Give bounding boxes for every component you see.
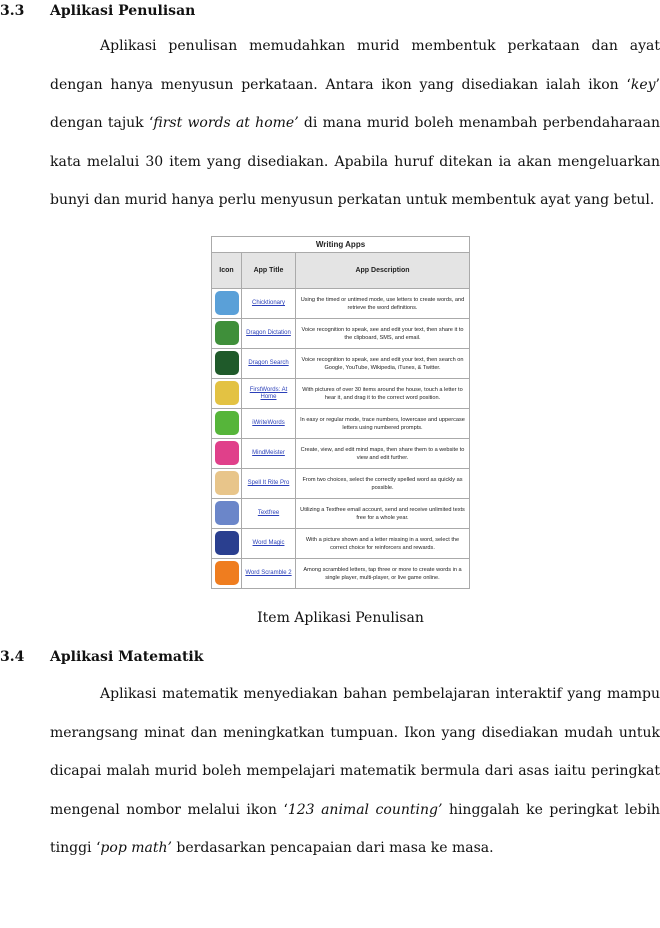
icon-cell [212, 349, 242, 379]
app-title-link[interactable]: iWriteWords [242, 409, 296, 439]
app-description: Create, view, and edit mind maps, then share them to a website to view and edit further. [296, 439, 470, 469]
table-title: Writing Apps [212, 237, 470, 253]
table-row [212, 499, 470, 529]
icon-cell [212, 319, 242, 349]
column-header-app-title: App Title [242, 253, 296, 289]
section-number: 3.4 [0, 649, 25, 665]
icon-cell [212, 439, 242, 469]
chicktionary-icon [215, 291, 239, 315]
app-description: Voice recognition to speak, see and edit your text, then share it to the clipboard, SMS, and email. [296, 319, 470, 349]
table-caption: Item Aplikasi Penulisan [257, 610, 424, 626]
column-header-app-description: App Description [296, 253, 470, 289]
word-scramble-icon [215, 561, 239, 585]
paragraph-text: ’ dengan tajuk ‘ [50, 76, 660, 131]
dragon-dictation-icon [215, 321, 239, 345]
section-title: Aplikasi Matematik [50, 649, 204, 665]
paragraph-aplikasi-matematik [50, 675, 660, 868]
app-title-link[interactable]: Word Magic [242, 529, 296, 559]
paragraph-text: di mana murid boleh menambah perbendaharaan kata melalui 30 item yang disediakan. Apabila huruf ditekan ia akan mengeluarkan bunyi dan murid hanya perlu menyusun perkatan untuk membentuk ayat yang betul. [50, 115, 660, 208]
app-title-link[interactable]: FirstWords: At Home [242, 379, 296, 409]
column-header-icon: Icon [212, 253, 242, 289]
icon-cell [212, 529, 242, 559]
table-row [212, 349, 470, 379]
app-title-link[interactable]: Chicktionary [242, 289, 296, 319]
paragraph-text: Aplikasi matematik menyediakan bahan pembelajaran interaktif yang mampu merangsang minat dan meningkatkan tumpuan. Ikon yang disediakan mudah untuk dicapai malah murid boleh mempelajari matematik bermula dari asas iaitu peringkat mengenal nombor melalui ikon ‘ [50, 686, 660, 818]
app-description: Using the timed or untimed mode, use letters to create words, and retrieve the word definitions. [296, 289, 470, 319]
iwritewords-icon [215, 411, 239, 435]
app-title-link[interactable]: Word Scramble 2 [242, 559, 296, 589]
app-description: In easy or regular mode, trace numbers, lowercase and uppercase letters using numbered prompts. [296, 409, 470, 439]
italic-term: pop math’ [100, 840, 172, 856]
table-row [212, 289, 470, 319]
paragraph-text: hinggalah ke peringkat lebih tinggi ‘ [50, 801, 660, 856]
mindmeister-icon [215, 441, 239, 465]
icon-cell [212, 559, 242, 589]
dragon-search-icon [215, 351, 239, 375]
icon-cell [212, 379, 242, 409]
section-title: Aplikasi Penulisan [50, 3, 196, 19]
icon-cell [212, 409, 242, 439]
spell-it-rite-icon [215, 471, 239, 495]
table-row [212, 409, 470, 439]
app-title-link[interactable]: Spell It Rite Pro [242, 469, 296, 499]
table-row [212, 439, 470, 469]
app-description: Voice recognition to speak, see and edit your text, then search on Google, YouTube, Wikipedia, iTunes, & Twitter. [296, 349, 470, 379]
app-description: Utilizing a Textfree email account, send and receive unlimited texts free for a whole year. [296, 499, 470, 529]
paragraph-text: Aplikasi penulisan memudahkan murid membentuk perkataan dan ayat dengan hanya menyusun perkataan. Antara ikon yang disediakan ialah ikon ‘ [50, 38, 660, 93]
paragraph-aplikasi-penulisan [50, 27, 660, 220]
italic-term: key [630, 76, 656, 93]
icon-cell [212, 499, 242, 529]
app-description: Among scrambled letters, tap three or more to create words in a single player, multi-player, or live game online. [296, 559, 470, 589]
table-row [212, 529, 470, 559]
app-description: With a picture shown and a letter missing in a word, select the correct choice for reinforcers and rewards. [296, 529, 470, 559]
writing-apps-table [211, 236, 470, 589]
app-title-link[interactable]: MindMeister [242, 439, 296, 469]
firstwords-icon [215, 381, 239, 405]
table-row [212, 319, 470, 349]
section-number: 3.3 [0, 3, 25, 19]
icon-cell [212, 289, 242, 319]
table-row [212, 559, 470, 589]
app-description: From two choices, select the correctly spelled word as quickly as possible. [296, 469, 470, 499]
table-row [212, 379, 470, 409]
icon-cell [212, 469, 242, 499]
app-description: With pictures of over 30 items around the house, touch a letter to hear it, and drag it to the correct word position. [296, 379, 470, 409]
italic-term: 123 animal counting’ [287, 801, 443, 818]
word-magic-icon [215, 531, 239, 555]
app-title-link[interactable]: Dragon Dictation [242, 319, 296, 349]
italic-term: first words at home’ [153, 115, 299, 131]
textfree-icon [215, 501, 239, 525]
app-title-link[interactable]: Dragon Search [242, 349, 296, 379]
table-row [212, 469, 470, 499]
paragraph-text: berdasarkan pencapaian dari masa ke masa. [171, 840, 494, 856]
app-title-link[interactable]: Textfree [242, 499, 296, 529]
